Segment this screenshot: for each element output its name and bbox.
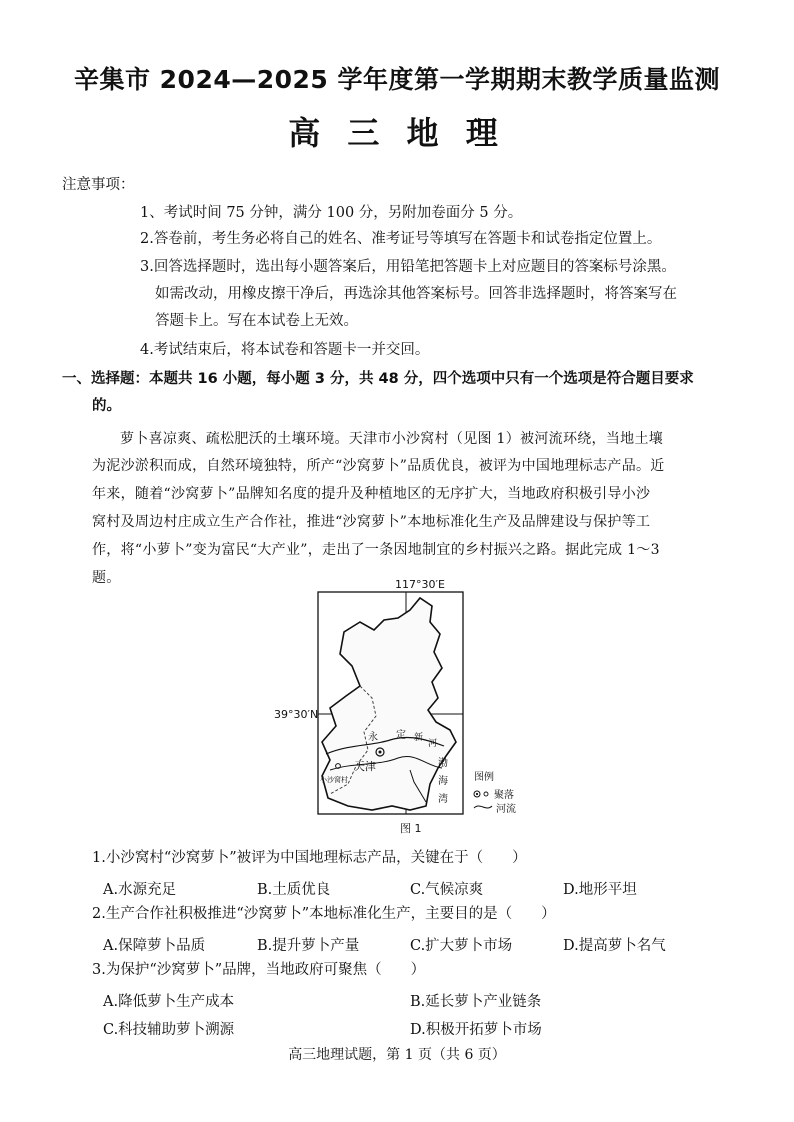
label-xiaoshawo: 小沙窝村	[320, 776, 348, 784]
passage-line: 题。	[92, 570, 121, 586]
subject-title: 高 三 地 理	[288, 114, 506, 152]
label-xin: 新	[414, 733, 424, 743]
section-heading: 一、选择题：本题共 16 小题，每小题 3 分，共 48 分，四个选项中只有一个选项是符合题目要求	[62, 371, 694, 387]
question-3-option-a[interactable]: A.降低萝卜生产成本	[103, 994, 235, 1010]
legend-title: 图例	[474, 772, 494, 783]
legend-settlement-dot	[476, 793, 478, 795]
question-3-option-b[interactable]: B.延长萝卜产业链条	[410, 994, 542, 1010]
label-tianjin: 天津	[354, 760, 376, 773]
map-latitude-label: 39°30′N	[274, 708, 319, 721]
exam-title: 辛集市 2024—2025 学年度第一学期期末教学质量监测	[73, 65, 721, 94]
question-2-option-b[interactable]: B.提升萝卜产量	[257, 938, 360, 954]
page-footer: 高三地理试题，第 1 页（共 6 页）	[288, 1047, 506, 1063]
legend-settlement-label: 聚落	[494, 790, 514, 801]
question-1-option-c[interactable]: C.气候凉爽	[410, 882, 484, 898]
map-longitude-label: 117°30′E	[395, 578, 445, 591]
label-bo: 渤	[438, 758, 448, 769]
passage-line: 年来，随着“沙窝萝卜”品牌知名度的提升及种植地区的无序扩大，当地政府积极引导小沙	[92, 486, 651, 502]
label-he: 河	[428, 739, 438, 749]
question-3-option-c[interactable]: C.科技辅助萝卜溯源	[103, 1022, 235, 1038]
question-1-option-a[interactable]: A.水源充足	[103, 882, 177, 898]
label-ding: 定	[396, 730, 406, 741]
passage-line: 为泥沙淤积而成，自然环境独特，所产“沙窝萝卜”品质优良，被评为中国地理标志产品。近	[92, 458, 665, 474]
section-heading-cont: 的。	[92, 398, 121, 414]
question-3-option-d[interactable]: D.积极开拓萝卜市场	[410, 1022, 542, 1038]
question-3-stem: 3.为保护“沙窝萝卜”品牌，当地政府可聚焦（ ）	[92, 962, 426, 978]
notes-heading: 注意事项：	[62, 177, 135, 193]
note-item: 3.回答选择题时，选出每小题答案后，用铅笔把答题卡上对应题目的答案标号涂黑。	[140, 259, 676, 275]
question-2-option-d[interactable]: D.提高萝卜名气	[563, 938, 666, 954]
label-hai: 海	[438, 776, 448, 787]
passage-line: 萝卜喜凉爽、疏松肥沃的土壤环境。天津市小沙窝村（见图 1）被河流环绕，当地土壤	[120, 431, 664, 447]
question-1-stem: 1.小沙窝村“沙窝萝卜”被评为中国地理标志产品，关键在于（ ）	[92, 850, 527, 866]
passage-line: 窝村及周边村庄成立生产合作社，推进“沙窝萝卜”本地标准化生产及品牌建设与保护等工	[92, 514, 651, 530]
legend-village-icon	[484, 792, 488, 796]
map-figure	[260, 570, 540, 840]
label-yong: 永	[368, 732, 378, 743]
note-item: 2.答卷前，考生务必将自己的姓名、准考证号等填写在答题卡和试卷指定位置上。	[140, 231, 662, 247]
passage-line: 作，将“小萝卜”变为富民“大产业”，走出了一条因地制宜的乡村振兴之路。据此完成 1～3	[92, 542, 660, 558]
question-2-option-c[interactable]: C.扩大萝卜市场	[410, 938, 513, 954]
legend-river-icon	[474, 806, 492, 808]
note-item: 答题卡上。写在本试卷上无效。	[155, 313, 358, 329]
question-2-option-a[interactable]: A.保障萝卜品质	[103, 938, 206, 954]
note-item: 4.考试结束后，将本试卷和答题卡一并交回。	[140, 342, 430, 358]
map-caption: 图 1	[400, 822, 422, 835]
legend-river-label: 河流	[496, 804, 516, 815]
note-item: 1、考试时间 75 分钟，满分 100 分，另附加卷面分 5 分。	[140, 205, 523, 221]
label-wan: 湾	[438, 794, 448, 805]
note-item: 如需改动，用橡皮擦干净后，再选涂其他答案标号。回答非选择题时，将答案写在	[155, 286, 677, 302]
question-1-option-d[interactable]: D.地形平坦	[563, 882, 637, 898]
tianjin-settlement-dot	[379, 751, 382, 754]
question-2-stem: 2.生产合作社积极推进“沙窝萝卜”本地标准化生产，主要目的是（ ）	[92, 906, 556, 922]
question-1-option-b[interactable]: B.土质优良	[257, 882, 331, 898]
